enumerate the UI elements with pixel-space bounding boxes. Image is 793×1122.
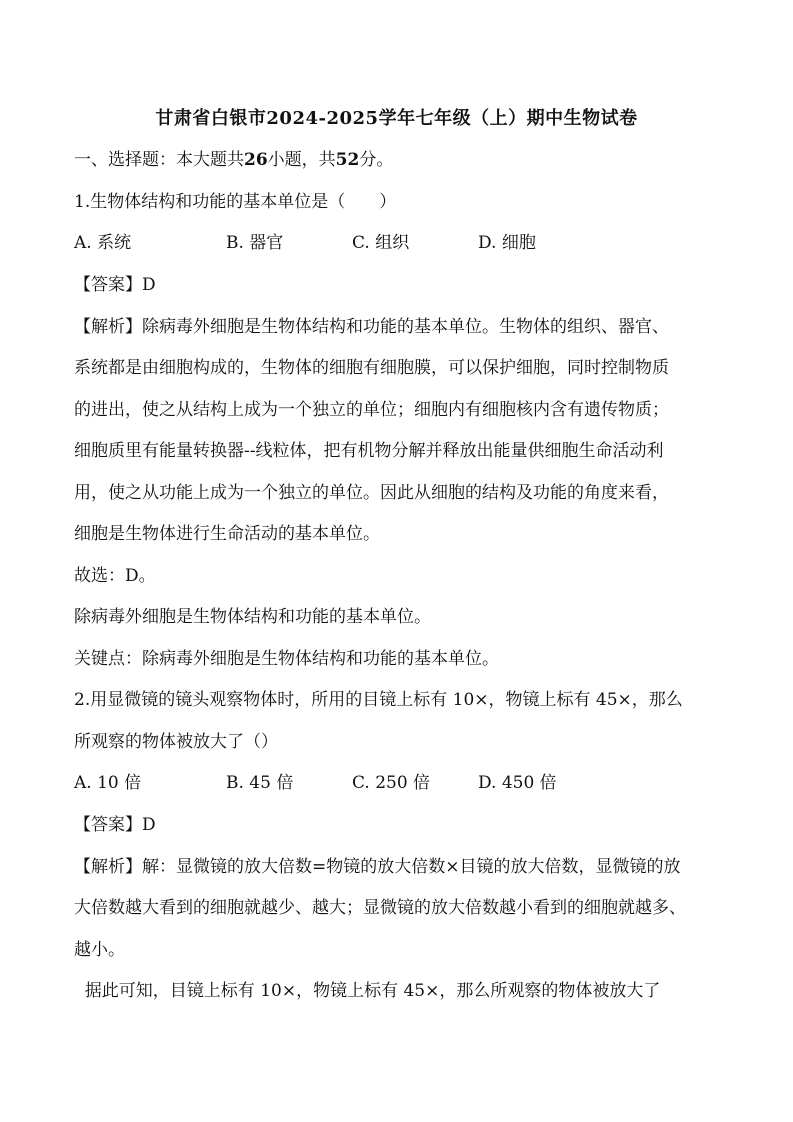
q1-option-b: B. 器官 (226, 233, 284, 253)
q1-summary: 除病毒外细胞是生物体结构和功能的基本单位。 (74, 607, 431, 627)
q1-keypoint: 关键点：除病毒外细胞是生物体结构和功能的基本单位。 (74, 649, 499, 669)
section-mid: 小题，共 (267, 150, 336, 170)
q2-option-a: A. 10 倍 (74, 773, 142, 793)
total-score: 52 (335, 150, 360, 170)
q1-analysis-line: 【解析】除病毒外细胞是生物体结构和功能的基本单位。生物体的组织、器官、 (74, 317, 669, 337)
q2-option-c: C. 250 倍 (352, 773, 431, 793)
q1-analysis-line: 的进出，使之从结构上成为一个独立的单位；细胞内有细胞核内含有遗传物质； (74, 400, 669, 420)
question-count: 26 (244, 150, 268, 170)
q1-option-c: C. 组织 (352, 233, 410, 253)
q1-analysis-line: 系统都是由细胞构成的，生物体的细胞有细胞膜，可以保护细胞，同时控制物质 (74, 358, 669, 378)
q1-answer: 【答案】D (74, 275, 156, 295)
q2-analysis-line: 越小。 (74, 940, 125, 960)
q1-analysis-line: 细胞是生物体进行生命活动的基本单位。 (74, 524, 380, 544)
q1-stem: 1.生物体结构和功能的基本单位是（ ） (74, 192, 397, 212)
q1-option-d: D. 细胞 (478, 233, 536, 253)
q1-analysis-line: 细胞质里有能量转换器--线粒体，把有机物分解并释放出能量供细胞生命活动利 (74, 441, 664, 461)
q2-option-b: B. 45 倍 (226, 773, 294, 793)
q1-option-a: A. 系统 (74, 233, 132, 253)
q2-analysis-line: 据此可知，目镜上标有 10×，物镜上标有 45×，那么所观察的物体被放大了 (74, 981, 661, 1001)
q1-analysis-line: 用，使之从功能上成为一个独立的单位。因此从细胞的结构及功能的角度来看， (74, 483, 669, 503)
q2-stem-line: 2.用显微镜的镜头观察物体时，所用的目镜上标有 10×，物镜上标有 45×，那么 (74, 690, 683, 710)
q2-analysis-line: 【解析】解：显微镜的放大倍数=物镜的放大倍数×目镜的放大倍数，显微镜的放 (74, 857, 681, 877)
q2-stem-line: 所观察的物体被放大了（） (74, 732, 278, 752)
q2-analysis-line: 大倍数越大看到的细胞就越少、越大；显微镜的放大倍数越小看到的细胞就越多、 (74, 898, 686, 918)
section-suffix: 分。 (359, 150, 394, 170)
section-prefix: 一、选择题：本大题共 (74, 150, 244, 170)
q1-choice: 故选：D。 (74, 566, 156, 586)
section-heading (74, 150, 722, 170)
page-title: 甘肃省白银市2024-2025学年七年级（上）期中生物试卷 (155, 108, 638, 129)
q2-answer: 【答案】D (74, 815, 156, 835)
q2-option-d: D. 450 倍 (478, 773, 557, 793)
